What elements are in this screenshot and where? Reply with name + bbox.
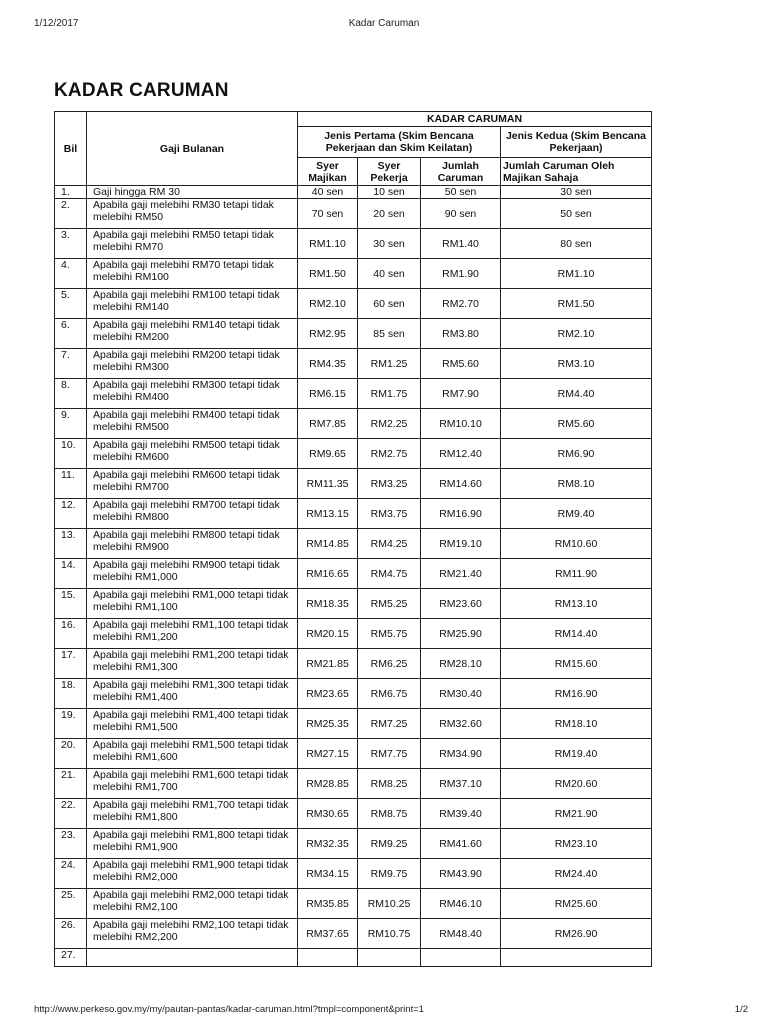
- cell-jumlah-caruman: RM37.10: [421, 769, 501, 799]
- cell-jumlah-caruman: RM25.90: [421, 619, 501, 649]
- table-row: [55, 619, 652, 649]
- cell-bil: 19.: [55, 709, 87, 739]
- cell-syer-pekerja: RM2.75: [358, 439, 421, 469]
- table-row: [55, 199, 652, 229]
- cell-jumlah-caruman: RM39.40: [421, 799, 501, 829]
- table-row: [55, 889, 652, 919]
- table-main-header: KADAR CARUMAN: [298, 112, 652, 127]
- cell-syer-pekerja: 85 sen: [358, 319, 421, 349]
- cell-jumlah-caruman: RM2.70: [421, 289, 501, 319]
- cell-jumlah-majikan-sahaja: RM13.10: [501, 589, 652, 619]
- cell-bil: 15.: [55, 589, 87, 619]
- cell-syer-pekerja: RM7.25: [358, 709, 421, 739]
- cell-jumlah-caruman: [421, 949, 501, 967]
- cell-jumlah-majikan-sahaja: RM4.40: [501, 379, 652, 409]
- cell-bil: 1.: [55, 186, 87, 199]
- cell-bil: 24.: [55, 859, 87, 889]
- col-header-jumlah-majikan-sahaja: Jumlah Caruman Oleh Majikan Sahaja: [501, 158, 652, 186]
- col-header-gaji: Gaji Bulanan: [87, 112, 298, 186]
- cell-gaji: Apabila gaji melebihi RM700 tetapi tidak melebihi RM800: [87, 499, 298, 529]
- table-row: [55, 349, 652, 379]
- cell-jumlah-majikan-sahaja: RM23.10: [501, 829, 652, 859]
- cell-gaji: [87, 949, 298, 967]
- cell-syer-majikan: RM35.85: [298, 889, 358, 919]
- table-row: [55, 739, 652, 769]
- cell-jumlah-majikan-sahaja: RM2.10: [501, 319, 652, 349]
- cell-syer-majikan: RM1.10: [298, 229, 358, 259]
- cell-jumlah-caruman: RM14.60: [421, 469, 501, 499]
- table-row: [55, 439, 652, 469]
- cell-jumlah-majikan-sahaja: RM3.10: [501, 349, 652, 379]
- table-row: [55, 559, 652, 589]
- cell-bil: 12.: [55, 499, 87, 529]
- cell-syer-majikan: RM13.15: [298, 499, 358, 529]
- cell-syer-majikan: RM7.85: [298, 409, 358, 439]
- cell-bil: 13.: [55, 529, 87, 559]
- cell-bil: 5.: [55, 289, 87, 319]
- cell-gaji: Apabila gaji melebihi RM200 tetapi tidak melebihi RM300: [87, 349, 298, 379]
- cell-syer-pekerja: RM4.75: [358, 559, 421, 589]
- cell-jumlah-caruman: RM10.10: [421, 409, 501, 439]
- footer-url: http://www.perkeso.gov.my/my/pautan-pantas/kadar-caruman.html?tmpl=component&print=1: [34, 1004, 425, 1015]
- cell-syer-pekerja: RM7.75: [358, 739, 421, 769]
- cell-jumlah-caruman: 90 sen: [421, 199, 501, 229]
- cell-syer-majikan: RM34.15: [298, 859, 358, 889]
- table-row: [55, 289, 652, 319]
- cell-gaji: Apabila gaji melebihi RM70 tetapi tidak melebihi RM100: [87, 259, 298, 289]
- cell-bil: 9.: [55, 409, 87, 439]
- cell-syer-majikan: RM37.65: [298, 919, 358, 949]
- cell-jumlah-caruman: RM3.80: [421, 319, 501, 349]
- cell-jumlah-majikan-sahaja: RM10.60: [501, 529, 652, 559]
- cell-bil: 16.: [55, 619, 87, 649]
- cell-gaji: Apabila gaji melebihi RM1,500 tetapi tidak melebihi RM1,600: [87, 739, 298, 769]
- cell-syer-majikan: RM6.15: [298, 379, 358, 409]
- table-body: [55, 186, 652, 967]
- cell-gaji: Apabila gaji melebihi RM1,200 tetapi tidak melebihi RM1,300: [87, 649, 298, 679]
- cell-jumlah-caruman: RM28.10: [421, 649, 501, 679]
- cell-bil: 8.: [55, 379, 87, 409]
- cell-bil: 4.: [55, 259, 87, 289]
- cell-syer-pekerja: 40 sen: [358, 259, 421, 289]
- cell-jumlah-caruman: RM7.90: [421, 379, 501, 409]
- cell-bil: 6.: [55, 319, 87, 349]
- table-row: [55, 469, 652, 499]
- cell-gaji: Apabila gaji melebihi RM600 tetapi tidak melebihi RM700: [87, 469, 298, 499]
- cell-bil: 25.: [55, 889, 87, 919]
- cell-syer-majikan: RM2.10: [298, 289, 358, 319]
- cell-gaji: Apabila gaji melebihi RM140 tetapi tidak melebihi RM200: [87, 319, 298, 349]
- col-header-syer-majikan: Syer Majikan: [298, 158, 358, 186]
- cell-syer-majikan: RM20.15: [298, 619, 358, 649]
- table-row: [55, 949, 652, 967]
- cell-gaji: Apabila gaji melebihi RM1,900 tetapi tidak melebihi RM2,000: [87, 859, 298, 889]
- cell-jumlah-majikan-sahaja: RM11.90: [501, 559, 652, 589]
- cell-gaji: Apabila gaji melebihi RM1,600 tetapi tidak melebihi RM1,700: [87, 769, 298, 799]
- cell-syer-majikan: RM32.35: [298, 829, 358, 859]
- cell-syer-pekerja: RM5.25: [358, 589, 421, 619]
- contribution-table: [54, 111, 652, 967]
- cell-gaji: Apabila gaji melebihi RM500 tetapi tidak melebihi RM600: [87, 439, 298, 469]
- cell-jumlah-majikan-sahaja: RM21.90: [501, 799, 652, 829]
- cell-gaji: Apabila gaji melebihi RM800 tetapi tidak melebihi RM900: [87, 529, 298, 559]
- cell-syer-pekerja: 10 sen: [358, 186, 421, 199]
- cell-syer-pekerja: RM1.75: [358, 379, 421, 409]
- table-row: [55, 186, 652, 199]
- cell-syer-majikan: RM18.35: [298, 589, 358, 619]
- cell-gaji: Apabila gaji melebihi RM1,400 tetapi tidak melebihi RM1,500: [87, 709, 298, 739]
- cell-jumlah-caruman: RM19.10: [421, 529, 501, 559]
- table-row: [55, 589, 652, 619]
- table-row: [55, 259, 652, 289]
- cell-gaji: Apabila gaji melebihi RM1,700 tetapi tidak melebihi RM1,800: [87, 799, 298, 829]
- cell-syer-majikan: RM23.65: [298, 679, 358, 709]
- cell-syer-majikan: RM1.50: [298, 259, 358, 289]
- cell-jumlah-caruman: RM16.90: [421, 499, 501, 529]
- cell-syer-pekerja: RM3.75: [358, 499, 421, 529]
- cell-bil: 26.: [55, 919, 87, 949]
- cell-gaji: Apabila gaji melebihi RM1,100 tetapi tidak melebihi RM1,200: [87, 619, 298, 649]
- table-row: [55, 769, 652, 799]
- cell-syer-pekerja: RM6.25: [358, 649, 421, 679]
- cell-jumlah-majikan-sahaja: RM1.10: [501, 259, 652, 289]
- cell-syer-majikan: RM27.15: [298, 739, 358, 769]
- cell-jumlah-majikan-sahaja: RM14.40: [501, 619, 652, 649]
- table-row: [55, 319, 652, 349]
- table-row: [55, 499, 652, 529]
- cell-syer-majikan: RM11.35: [298, 469, 358, 499]
- cell-gaji: Apabila gaji melebihi RM2,000 tetapi tidak melebihi RM2,100: [87, 889, 298, 919]
- cell-jumlah-majikan-sahaja: RM9.40: [501, 499, 652, 529]
- cell-syer-pekerja: [358, 949, 421, 967]
- table-row: [55, 379, 652, 409]
- cell-jumlah-caruman: RM21.40: [421, 559, 501, 589]
- cell-syer-majikan: RM25.35: [298, 709, 358, 739]
- cell-jumlah-majikan-sahaja: RM18.10: [501, 709, 652, 739]
- cell-syer-majikan: 40 sen: [298, 186, 358, 199]
- cell-syer-majikan: RM4.35: [298, 349, 358, 379]
- cell-syer-majikan: RM9.65: [298, 439, 358, 469]
- cell-jumlah-majikan-sahaja: RM8.10: [501, 469, 652, 499]
- cell-jumlah-majikan-sahaja: RM26.90: [501, 919, 652, 949]
- cell-syer-pekerja: RM6.75: [358, 679, 421, 709]
- cell-gaji: Apabila gaji melebihi RM1,000 tetapi tidak melebihi RM1,100: [87, 589, 298, 619]
- cell-syer-pekerja: RM4.25: [358, 529, 421, 559]
- cell-gaji: Apabila gaji melebihi RM30 tetapi tidak melebihi RM50: [87, 199, 298, 229]
- cell-jumlah-caruman: RM32.60: [421, 709, 501, 739]
- cell-syer-majikan: RM21.85: [298, 649, 358, 679]
- table-row: [55, 229, 652, 259]
- cell-jumlah-caruman: RM12.40: [421, 439, 501, 469]
- table-row: [55, 709, 652, 739]
- cell-jumlah-caruman: RM1.40: [421, 229, 501, 259]
- cell-bil: 17.: [55, 649, 87, 679]
- cell-bil: 20.: [55, 739, 87, 769]
- cell-jumlah-majikan-sahaja: 30 sen: [501, 186, 652, 199]
- cell-bil: 2.: [55, 199, 87, 229]
- table-row: [55, 919, 652, 949]
- print-date: 1/12/2017: [34, 18, 79, 29]
- cell-bil: 11.: [55, 469, 87, 499]
- cell-syer-pekerja: 20 sen: [358, 199, 421, 229]
- cell-syer-majikan: 70 sen: [298, 199, 358, 229]
- col-header-jumlah-caruman: Jumlah Caruman: [421, 158, 501, 186]
- cell-bil: 10.: [55, 439, 87, 469]
- cell-jumlah-majikan-sahaja: RM6.90: [501, 439, 652, 469]
- cell-syer-majikan: RM16.65: [298, 559, 358, 589]
- cell-gaji: Apabila gaji melebihi RM400 tetapi tidak melebihi RM500: [87, 409, 298, 439]
- cell-jumlah-caruman: RM48.40: [421, 919, 501, 949]
- cell-bil: 23.: [55, 829, 87, 859]
- cell-bil: 22.: [55, 799, 87, 829]
- cell-jumlah-caruman: RM1.90: [421, 259, 501, 289]
- cell-syer-majikan: [298, 949, 358, 967]
- table-row: [55, 409, 652, 439]
- cell-jumlah-majikan-sahaja: RM24.40: [501, 859, 652, 889]
- cell-jumlah-caruman: RM5.60: [421, 349, 501, 379]
- col-header-syer-pekerja: Syer Pekerja: [358, 158, 421, 186]
- cell-syer-pekerja: RM8.25: [358, 769, 421, 799]
- cell-gaji: Apabila gaji melebihi RM300 tetapi tidak melebihi RM400: [87, 379, 298, 409]
- cell-jumlah-majikan-sahaja: RM19.40: [501, 739, 652, 769]
- cell-jumlah-majikan-sahaja: RM25.60: [501, 889, 652, 919]
- cell-syer-pekerja: RM10.75: [358, 919, 421, 949]
- cell-syer-pekerja: RM1.25: [358, 349, 421, 379]
- cell-bil: 27.: [55, 949, 87, 967]
- cell-jumlah-majikan-sahaja: 80 sen: [501, 229, 652, 259]
- cell-jumlah-majikan-sahaja: 50 sen: [501, 199, 652, 229]
- cell-syer-pekerja: RM9.25: [358, 829, 421, 859]
- cell-gaji: Apabila gaji melebihi RM100 tetapi tidak melebihi RM140: [87, 289, 298, 319]
- cell-bil: 14.: [55, 559, 87, 589]
- table-row: [55, 829, 652, 859]
- cell-gaji: Apabila gaji melebihi RM2,100 tetapi tidak melebihi RM2,200: [87, 919, 298, 949]
- cell-syer-pekerja: RM5.75: [358, 619, 421, 649]
- cell-syer-pekerja: 30 sen: [358, 229, 421, 259]
- cell-jumlah-majikan-sahaja: RM20.60: [501, 769, 652, 799]
- cell-jumlah-majikan-sahaja: RM15.60: [501, 649, 652, 679]
- cell-jumlah-caruman: RM23.60: [421, 589, 501, 619]
- cell-bil: 21.: [55, 769, 87, 799]
- cell-gaji: Apabila gaji melebihi RM1,300 tetapi tidak melebihi RM1,400: [87, 679, 298, 709]
- table-row: [55, 649, 652, 679]
- cell-jumlah-caruman: RM34.90: [421, 739, 501, 769]
- table-row: [55, 859, 652, 889]
- cell-syer-pekerja: RM10.25: [358, 889, 421, 919]
- cell-jumlah-caruman: 50 sen: [421, 186, 501, 199]
- cell-syer-pekerja: RM9.75: [358, 859, 421, 889]
- footer-page-number: 1/2: [734, 1004, 748, 1015]
- cell-syer-majikan: RM14.85: [298, 529, 358, 559]
- cell-jumlah-caruman: RM46.10: [421, 889, 501, 919]
- cell-jumlah-majikan-sahaja: [501, 949, 652, 967]
- cell-syer-pekerja: RM3.25: [358, 469, 421, 499]
- cell-jumlah-majikan-sahaja: RM5.60: [501, 409, 652, 439]
- cell-bil: 18.: [55, 679, 87, 709]
- cell-gaji: Apabila gaji melebihi RM50 tetapi tidak melebihi RM70: [87, 229, 298, 259]
- cell-gaji: Apabila gaji melebihi RM1,800 tetapi tidak melebihi RM1,900: [87, 829, 298, 859]
- cell-syer-majikan: RM2.95: [298, 319, 358, 349]
- cell-gaji: Gaji hingga RM 30: [87, 186, 298, 199]
- cell-jumlah-majikan-sahaja: RM16.90: [501, 679, 652, 709]
- table-row: [55, 529, 652, 559]
- cell-bil: 7.: [55, 349, 87, 379]
- cell-syer-majikan: RM28.85: [298, 769, 358, 799]
- cell-syer-pekerja: RM2.25: [358, 409, 421, 439]
- cell-jumlah-caruman: RM43.90: [421, 859, 501, 889]
- group-header-jenis-kedua: Jenis Kedua (Skim Bencana Pekerjaan): [501, 127, 652, 158]
- page-title: KADAR CARUMAN: [54, 80, 229, 101]
- cell-jumlah-majikan-sahaja: RM1.50: [501, 289, 652, 319]
- print-header-title: Kadar Caruman: [348, 18, 420, 29]
- cell-jumlah-caruman: RM30.40: [421, 679, 501, 709]
- cell-jumlah-caruman: RM41.60: [421, 829, 501, 859]
- cell-gaji: Apabila gaji melebihi RM900 tetapi tidak melebihi RM1,000: [87, 559, 298, 589]
- table-row: [55, 679, 652, 709]
- table-row: [55, 799, 652, 829]
- cell-bil: 3.: [55, 229, 87, 259]
- cell-syer-pekerja: 60 sen: [358, 289, 421, 319]
- cell-syer-pekerja: RM8.75: [358, 799, 421, 829]
- col-header-bil: Bil: [55, 112, 87, 186]
- cell-syer-majikan: RM30.65: [298, 799, 358, 829]
- group-header-jenis-pertama: Jenis Pertama (Skim Bencana Pekerjaan dan Skim Keilatan): [298, 127, 501, 158]
